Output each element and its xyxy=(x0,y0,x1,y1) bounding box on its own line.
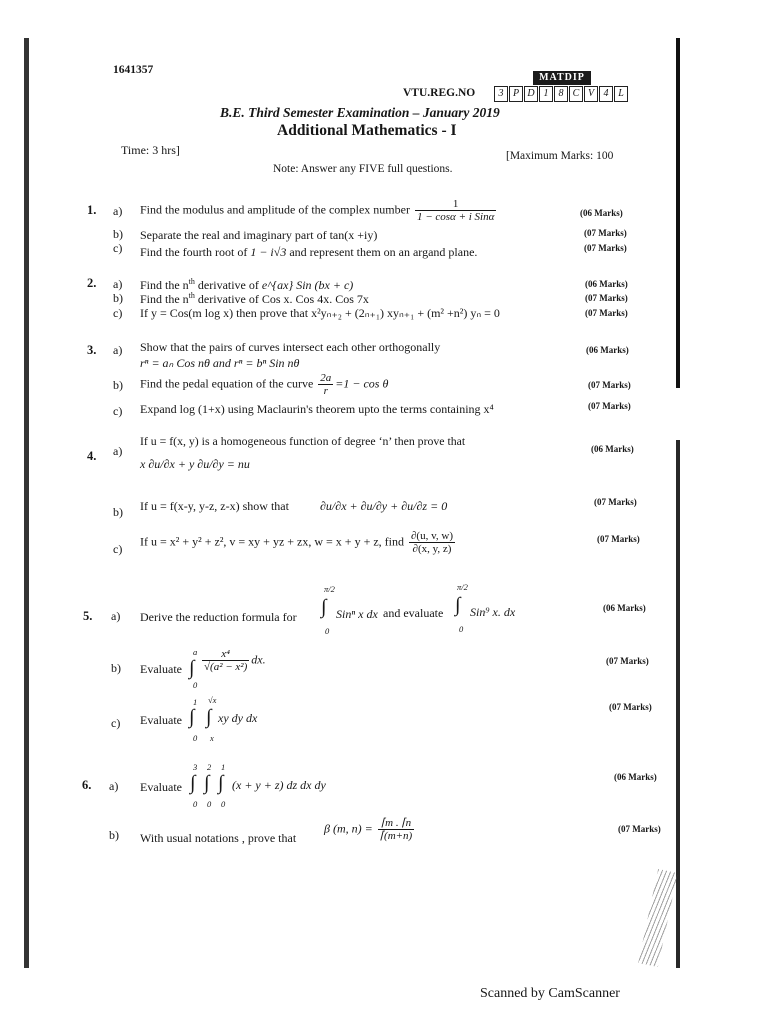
marks: (07 Marks) xyxy=(588,401,631,411)
part-label: a) xyxy=(109,779,119,793)
superscript: th xyxy=(188,291,195,300)
subject-title: Additional Mathematics - I xyxy=(277,122,457,139)
question-number: 3. xyxy=(87,343,97,357)
denominator: √(a² − x²) xyxy=(204,661,248,673)
integral-sign: ∫ xyxy=(190,772,196,794)
text: derivative of Cos x. Cos 4x. Cos 7x xyxy=(197,292,369,306)
lower-limit: 0 xyxy=(193,733,198,743)
part-label: a) xyxy=(113,204,123,218)
paper-code: 1641357 xyxy=(113,64,154,76)
max-marks-label: [Maximum Marks: 100 xyxy=(506,150,614,162)
part-label: a) xyxy=(111,609,121,623)
text: derivative of xyxy=(197,278,259,292)
question-text: If u = f(x-y, y-z, z-x) show that xyxy=(140,499,289,513)
integral-sign: ∫ xyxy=(189,706,195,728)
lower-limit: 0 xyxy=(193,680,198,690)
part-label: b) xyxy=(111,661,121,675)
question-text: Derive the reduction formula for xyxy=(140,610,297,624)
upper-limit: 3 xyxy=(193,762,198,772)
integrand xyxy=(200,648,266,673)
superscript: th xyxy=(188,277,195,286)
upper-limit: a xyxy=(193,647,198,657)
equation: ∂u/∂x + ∂u/∂y + ∂u/∂z = 0 xyxy=(320,499,448,513)
numerator: x⁴ xyxy=(202,648,249,661)
lower-limit: 0 xyxy=(193,799,198,809)
upper-limit: 1 xyxy=(221,762,226,772)
part-label: a) xyxy=(113,277,123,291)
text: Find the pedal equation of the curve xyxy=(140,376,314,391)
text: and represent them on an argand plane. xyxy=(289,245,478,259)
exam-title: B.E. Third Semester Examination – January 2019 xyxy=(220,105,500,120)
question-number: 4. xyxy=(87,449,97,463)
expression: β (m, n) = xyxy=(324,821,373,836)
integral-sign: ∫ xyxy=(455,594,461,616)
numerator: 2a xyxy=(320,372,332,384)
expression: e^{ax} Sin (bx + c) xyxy=(261,278,354,292)
part-label: c) xyxy=(113,542,123,556)
part-label: b) xyxy=(109,828,119,842)
marks: (07 Marks) xyxy=(606,656,649,666)
upper-limit: √x xyxy=(208,695,217,705)
part-label: a) xyxy=(113,444,123,458)
expression: =1 − cos θ xyxy=(335,376,389,391)
question-text: Evaluate xyxy=(140,662,182,676)
lower-limit: 0 xyxy=(459,624,464,634)
fraction xyxy=(378,817,414,842)
part-label: a) xyxy=(113,343,123,357)
fraction xyxy=(318,372,333,397)
reg-box: 3 xyxy=(494,86,508,102)
question-number: 2. xyxy=(87,276,97,290)
denominator: 1 − cosα + i Sinα xyxy=(416,211,495,223)
scanner-watermark: Scanned by CamScanner xyxy=(480,986,620,1001)
numerator: 1 xyxy=(415,198,496,211)
marks: (07 Marks) xyxy=(584,243,627,253)
upper-limit: π/2 xyxy=(324,584,335,594)
part-label: c) xyxy=(113,241,123,255)
integral-sign: ∫ xyxy=(189,657,195,679)
text: Find the n xyxy=(140,278,189,292)
marks: (07 Marks) xyxy=(588,380,631,390)
time-label: Time: 3 hrs] xyxy=(121,143,180,157)
lower-limit: 0 xyxy=(221,799,226,809)
equation: x ∂u/∂x + y ∂u/∂y = nu xyxy=(140,457,250,471)
question-number: 6. xyxy=(82,778,92,792)
integrand: Sin⁹ x. dx xyxy=(470,605,516,619)
question-text xyxy=(140,291,369,307)
question-text: and evaluate xyxy=(383,606,444,620)
formula xyxy=(324,817,416,842)
expression: 1 − i√3 xyxy=(250,245,287,259)
marks: (07 Marks) xyxy=(618,824,661,834)
denominator: ∂(x, y, z) xyxy=(412,543,452,555)
question-number: 5. xyxy=(83,609,93,623)
marks: (07 Marks) xyxy=(585,293,628,303)
reg-box: 4 xyxy=(599,86,613,102)
reg-box: 1 xyxy=(539,86,553,102)
question-text: Show that the pairs of curves intersect each other orthogonally xyxy=(140,340,441,354)
reg-label: VTU.REG.NO xyxy=(403,87,476,99)
part-label: b) xyxy=(113,505,123,519)
lower-limit: 0 xyxy=(325,626,330,636)
question-text xyxy=(140,198,498,223)
marks: (07 Marks) xyxy=(609,702,652,712)
reg-box: 8 xyxy=(554,86,568,102)
lower-limit: 0 xyxy=(207,799,212,809)
left-edge-bar xyxy=(24,38,29,968)
numerator: ∂(u, v, w) xyxy=(411,530,453,542)
marks: (06 Marks) xyxy=(586,345,629,355)
part-label: c) xyxy=(113,306,123,320)
right-edge-bar-lower xyxy=(676,440,680,968)
text: Find the n xyxy=(140,292,189,306)
reg-box: V xyxy=(584,86,598,102)
integrand: (x + y + z) dz dx dy xyxy=(232,778,326,792)
text: If u = x² + y² + z², v = xy + yz + zx, w = x + y + z, find xyxy=(140,534,404,549)
marks: (07 Marks) xyxy=(585,308,628,318)
part-label: b) xyxy=(113,291,123,305)
integral-sign: ∫ xyxy=(206,706,212,728)
question-text: Evaluate xyxy=(140,780,182,794)
fraction xyxy=(409,530,455,555)
part-label: c) xyxy=(113,404,123,418)
question-text: Separate the real and imaginary part of tan(x +iy) xyxy=(140,228,378,242)
integral-sign: ∫ xyxy=(204,772,210,794)
reg-box: C xyxy=(569,86,583,102)
upper-limit: 2 xyxy=(207,762,212,772)
part-label: b) xyxy=(113,227,123,241)
marks: (07 Marks) xyxy=(594,497,637,507)
marks: (06 Marks) xyxy=(580,208,623,218)
stamp: MATDIP xyxy=(533,71,591,85)
question-text: With usual notations , prove that xyxy=(140,831,297,845)
equation: rⁿ = aₙ Cos nθ and rⁿ = bⁿ Sin nθ xyxy=(140,356,300,370)
lower-limit: x xyxy=(210,733,214,743)
question-number: 1. xyxy=(87,203,97,217)
reg-box: L xyxy=(614,86,628,102)
right-edge-bar xyxy=(676,38,680,388)
question-text xyxy=(140,372,388,397)
marks: (06 Marks) xyxy=(585,279,628,289)
question-text: Evaluate xyxy=(140,713,182,727)
denominator: r xyxy=(323,385,328,397)
expression: dx. xyxy=(251,652,266,667)
question-text xyxy=(140,245,477,260)
upper-limit: π/2 xyxy=(457,582,468,592)
fraction xyxy=(202,648,249,673)
numerator: ⌈m . ⌈n xyxy=(378,817,414,830)
integrand: Sinⁿ x dx xyxy=(336,607,378,621)
reg-boxes xyxy=(494,86,629,102)
integral-sign: ∫ xyxy=(321,596,327,618)
text: Find the fourth root of xyxy=(140,245,248,259)
marks: (06 Marks) xyxy=(603,603,646,613)
denominator: ⌈(m+n) xyxy=(379,830,413,842)
part-label: b) xyxy=(113,378,123,392)
marks: (07 Marks) xyxy=(597,534,640,544)
marks: (06 Marks) xyxy=(614,772,657,782)
upper-limit: 1 xyxy=(193,697,198,707)
question-text: Expand log (1+x) using Maclaurin's theorem upto the terms containing x⁴ xyxy=(140,402,494,416)
marks: (07 Marks) xyxy=(584,228,627,238)
reg-box: D xyxy=(524,86,538,102)
question-text xyxy=(140,530,457,555)
question-text: If y = Cos(m log x) then prove that x²yₙ₊₂ + (2ₙ₊₁) xyₙ₊₁ + (m² +n²) yₙ = 0 xyxy=(140,306,500,320)
scan-mark xyxy=(638,869,678,967)
reg-box: P xyxy=(509,86,523,102)
question-text: If u = f(x, y) is a homogeneous function of degree ‘n’ then prove that xyxy=(140,434,466,448)
integrand: xy dy dx xyxy=(218,711,258,725)
part-label: c) xyxy=(111,716,121,730)
fraction xyxy=(415,198,496,223)
marks: (06 Marks) xyxy=(591,444,634,454)
text: Find the modulus and amplitude of the complex number xyxy=(140,202,410,217)
integral-sign: ∫ xyxy=(218,772,224,794)
instructions-note: Note: Answer any FIVE full questions. xyxy=(273,163,453,175)
